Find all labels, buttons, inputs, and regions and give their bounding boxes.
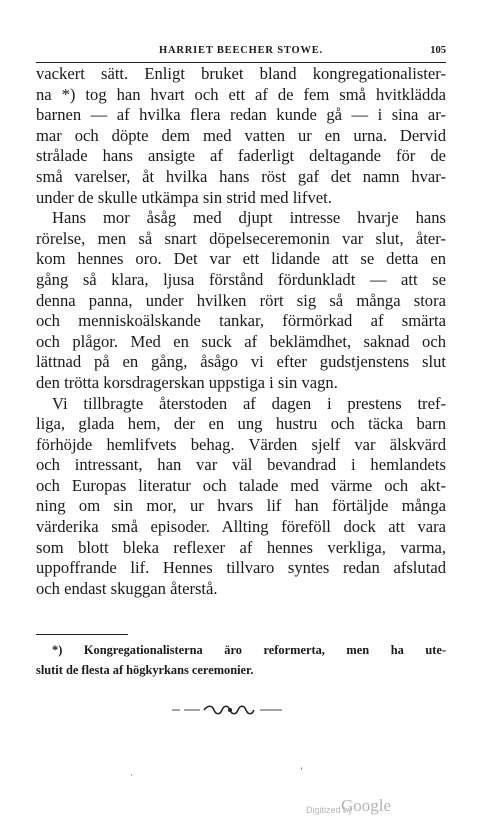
body-line: strålade hans ansigte af faderligt deltagande för de [36,146,446,166]
header-rule [36,62,446,63]
body-line: ning om sin mor, ur hvars lif han förtäljde många [36,496,446,516]
body-line: barnen — af hvilka flera redan kunde gå — i sina ar- [36,105,446,125]
watermark-brand: Google [341,796,392,815]
body-line: vackert sätt. Enligt bruket bland kongregationalister- [36,64,446,83]
page-number: 105 [430,45,446,56]
ornament-icon [170,704,290,716]
body-line: uppoffrande lif. Hennes tillvaro syntes redan afslutad [36,558,446,578]
body-line: små varelser, åt hvilka hans röst gaf det namn hvar- [36,166,446,186]
footnote-rule [36,634,128,635]
body-line: och intressant, han var väl bevandrad i hemlandets [36,455,446,475]
page-speck: · [130,770,133,780]
body-line: förhöjde hemlifvets behag. Värden sjelf var älskvärd [36,434,446,454]
watermark-prefix: Digitized by [306,805,353,815]
body-line: Hans mor åsåg med djupt intresse hvarje hans [52,208,446,228]
footnote-line: slutit de flesta af högkyrkans ceremonier. [36,662,254,677]
body-line: och menniskoälskande tankar, förmörkad af smärta [36,311,446,331]
body-line: gång så klara, ljusa förstånd fördunkladt — att se [36,269,446,289]
body-line: och plågor. Med en suck af beklämdhet, saknad och [36,331,446,351]
body-line: som blott bleka reflexer af hennes verkliga, varma, [36,537,446,557]
body-line: denna panna, under hvilken rört sig så många stora [36,290,446,310]
footnote [36,641,446,680]
body-line: na *) tog han hvart och ett af de fem små hvitklädda [36,84,446,104]
body-line: och Europas literatur och talade med värme och akt- [36,475,446,495]
running-head: HARRIET BEECHER STOWE. [159,45,323,56]
body-line: värderika små episoder. Allting föreföll dock att vara [36,517,446,537]
body-line: och endast skuggan återstå. [36,578,218,598]
page-speck: ʼ [300,766,303,776]
digitized-watermark [306,796,406,818]
footnote-line: *) Kongregationalisterna äro reformerta, men ha ute- [52,643,446,657]
body-line: lättnad på en gång, åsågo vi efter gudstjenstens slut [36,352,446,372]
body-line: den trötta korsdragerskan uppstiga i sin vagn. [36,372,338,392]
body-line: mar och döpte dem med vatten ur en urna. Dervid [36,125,446,145]
body-line: kom hennes oro. Det var ett lidande att se detta en [36,249,446,269]
body-line: rörelse, men så snart döpelseceremonin var slut, åter- [36,228,446,248]
body-line: liga, glada hem, der en ung hustru och täcka barn [36,414,446,434]
body-line: Vi tillbragte återstoden af dagen i prestens tref- [52,393,446,413]
page-header [36,42,446,58]
body-text [36,64,446,599]
body-line: under de skulle utkämpa sin strid med lifvet. [36,187,332,207]
